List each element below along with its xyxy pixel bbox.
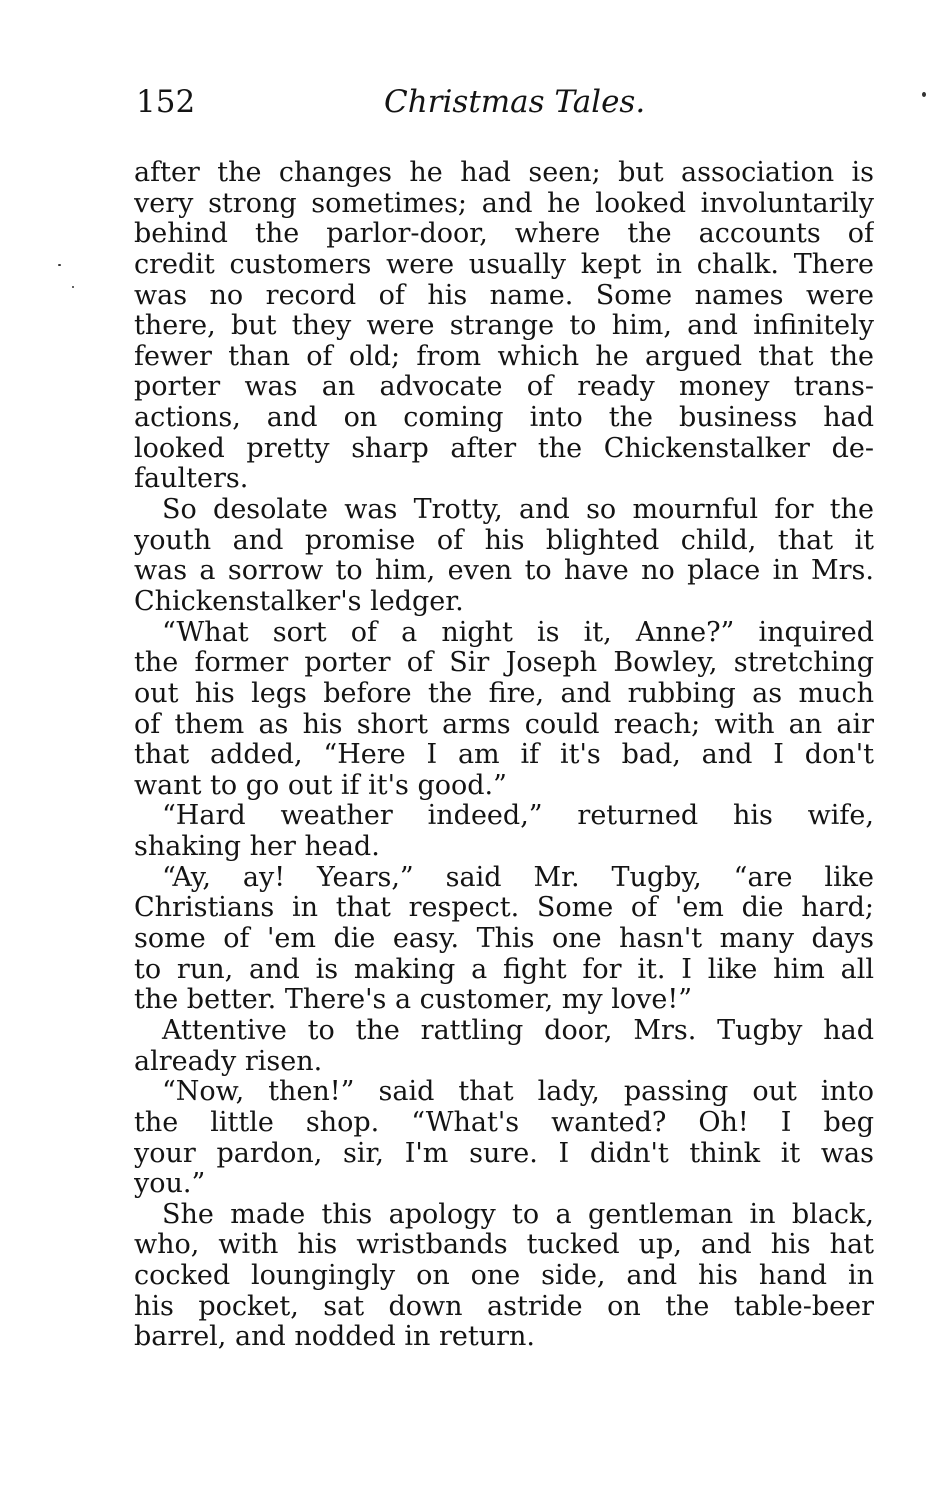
text-line: faulters. [134, 464, 249, 495]
page-number: 152 [136, 84, 196, 120]
running-title: Christmas Tales. [384, 84, 646, 120]
text-line: Chickenstalker's ledger. [134, 586, 464, 617]
body-text [134, 158, 874, 1353]
text-line: shaking her head. [134, 832, 380, 863]
text-line: his pocket, sat down astride on the table-beer [134, 1291, 874, 1322]
text-line: “What sort of a night is it, Anne?” inquired [162, 617, 874, 648]
text-line: out his legs before the fire, and rubbing as much [134, 678, 874, 709]
running-head [136, 78, 876, 126]
text-line: who, with his wristbands tucked up, and his hat [134, 1230, 874, 1261]
text-line: already risen. [134, 1046, 323, 1077]
text-line: So desolate was Trotty, and so mournful for the [162, 495, 874, 526]
text-line: the little shop. “What's wanted? Oh! I beg [134, 1107, 874, 1138]
text-line: Attentive to the rattling door, Mrs. Tugby had [162, 1015, 874, 1046]
text-line: you.” [134, 1169, 206, 1200]
text-line: your pardon, sir, I'm sure. I didn't think it was [134, 1138, 874, 1169]
text-line: “Ay, ay! Years,” said Mr. Tugby, “are like [162, 862, 874, 893]
text-line: looked pretty sharp after the Chickenstalker de- [134, 433, 874, 464]
text-line: cocked loungingly on one side, and his hand in [134, 1261, 874, 1292]
text-line: She made this apology to a gentleman in black, [162, 1199, 874, 1230]
text-line: there, but they were strange to him, and infinitely [134, 311, 874, 342]
text-line: behind the parlor-door, where the accounts of [134, 219, 874, 250]
text-line: porter was an advocate of ready money trans- [134, 372, 874, 403]
text-line: was no record of his name. Some names were [134, 280, 874, 311]
text-line: fewer than of old; from which he argued that the [134, 341, 874, 372]
text-line: youth and promise of his blighted child, that it [134, 525, 874, 556]
ink-speck [72, 286, 74, 288]
text-line: the former porter of Sir Joseph Bowley, stretching [134, 648, 874, 679]
ink-speck [58, 264, 61, 266]
text-line: some of 'em die easy. This one hasn't many days [134, 924, 874, 955]
text-line: was a sorrow to him, even to have no place in Mrs. [134, 556, 874, 587]
text-line: that added, “Here I am if it's bad, and I don't [134, 740, 874, 771]
text-line: of them as his short arms could reach; with an air [134, 709, 874, 740]
text-line: credit customers were usually kept in chalk. There [134, 249, 874, 280]
text-line: actions, and on coming into the business had [134, 403, 874, 434]
text-line: to run, and is making a fight for it. I like him all [134, 954, 874, 985]
text-line: after the changes he had seen; but association is [134, 158, 874, 188]
text-line: barrel, and nodded in return. [134, 1322, 535, 1353]
text-line: Christians in that respect. Some of 'em die hard; [134, 893, 874, 924]
text-line: “Now, then!” said that lady, passing out into [162, 1077, 874, 1108]
ink-speck [922, 92, 926, 97]
text-line: want to go out if it's good.” [134, 770, 507, 801]
text-line: “Hard weather indeed,” returned his wife, [162, 801, 874, 832]
text-line: very strong sometimes; and he looked involuntarily [134, 188, 874, 219]
text-line: the better. There's a customer, my love!” [134, 985, 693, 1016]
